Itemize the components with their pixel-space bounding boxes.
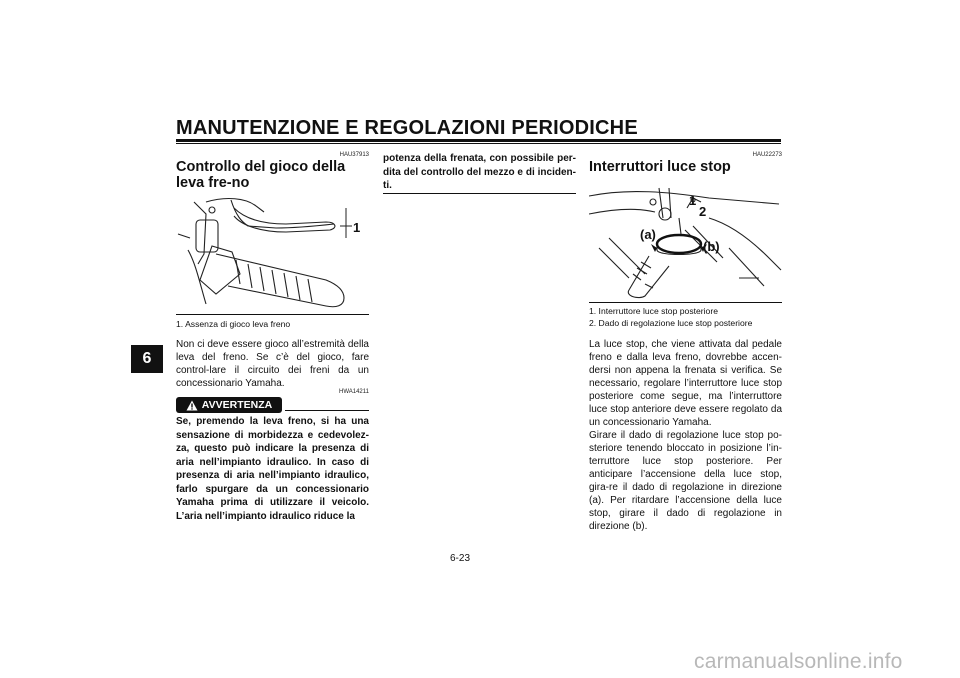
figure-label-b: (b) [703, 239, 720, 254]
warning-label: AVVERTENZA [201, 399, 273, 411]
section-heading-stop-switch: Interruttori luce stop [589, 159, 731, 175]
paragraph-stop-1: La luce stop, che viene attivata dal pedale freno e dalla leva freno, dovrebbe accen-dersi non appena la frenata si verifica. Se necessario, regolare l’interruttore luce stop posteriore come segue, ma l’interruttore luce stop anteriore deve essere regolato da un concessionario Yamaha. [589, 339, 782, 428]
chapter-tab: 6 [131, 345, 163, 373]
caption-rule [176, 314, 369, 315]
paragraph-stop-2: Girare il dado di regolazione luce stop po-steriore tenendo bloccato in posizione l’in-terruttore luce stop posteriore. Per anticipare l’accensione della luce stop, gira-re il dado di regolazione in direzione (a). Per ritardare l’accensione della luce stop, girare il dado di regolazione in direzione (b). [589, 430, 782, 532]
title-rule [176, 139, 781, 142]
warning-top-rule [285, 410, 369, 411]
section-code: HAU37913 [339, 152, 369, 158]
watermark: carmanualsonline.info [694, 650, 903, 673]
figure-label-1: 1 [689, 193, 697, 208]
warning-icon [186, 400, 198, 411]
caption-rule-stop [589, 302, 782, 303]
figure-caption-1: 1. Interruttore luce stop posteriore [589, 306, 718, 316]
brake-lever-figure [176, 194, 369, 312]
warning-code: HWA14211 [338, 389, 369, 395]
section-code-stop: HAU22273 [752, 152, 782, 158]
page-number: 6-23 [450, 553, 471, 564]
figure-label-a: (a) [640, 227, 656, 242]
warning-badge [176, 397, 282, 413]
title-rule-thin [176, 143, 781, 144]
figure-callout-1: 1 [353, 220, 361, 235]
page-title: MANUTENZIONE E REGOLAZIONI PERIODICHE [176, 117, 638, 139]
figure-label-2: 2 [699, 204, 707, 219]
warning-text-continued: potenza della frenata, con possibile per-dita del controllo del mezzo e di inciden-ti. [383, 153, 576, 191]
paragraph-brake-lever: Non ci deve essere gioco all’estremità della leva del freno. Se c’è del gioco, fare control-lare il circuito dei freni da un concessionario Yamaha. [176, 339, 369, 389]
figure-caption-2: 2. Dado di regolazione luce stop posteriore [589, 318, 753, 328]
stop-switch-figure [589, 178, 782, 300]
warning-bottom-rule [383, 193, 576, 194]
warning-text: Se, premendo la leva freno, si ha una sensazione di morbidezza e cedevolez-za, questo può indicare la presenza di aria nell’impianto idraulico. In caso di presenza di aria nell’impianto idraulico, farlo spurgare da un concessionario Yamaha prima di utilizzare il veicolo. L’aria nell’impianto idraulico riduce la [176, 416, 369, 522]
section-heading-brake-lever: Controllo del gioco della leva fre-no [176, 159, 346, 191]
figure-caption: 1. Assenza di gioco leva freno [176, 319, 291, 329]
